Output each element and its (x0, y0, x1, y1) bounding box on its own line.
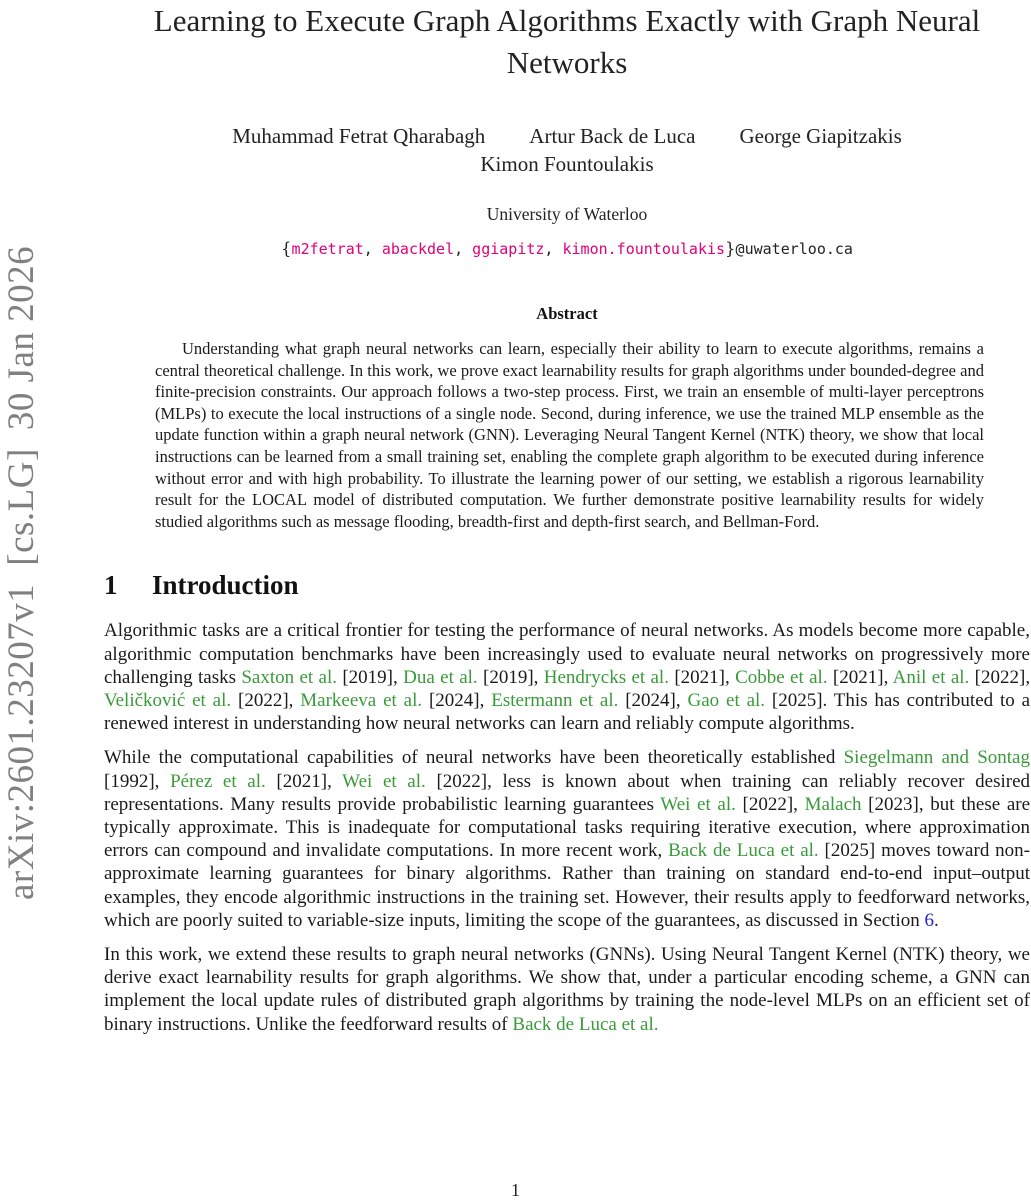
paper-title: Learning to Execute Graph Algorithms Exactly with Graph Neural Networks (153, 3, 981, 80)
abstract-heading: Abstract (536, 304, 598, 323)
author-name: Artur Back de Luca (529, 124, 696, 148)
citation-link[interactable]: Back de Luca et al. (668, 840, 819, 862)
citation-link[interactable]: Saxton et al. (241, 666, 337, 688)
citation-link[interactable]: Cobbe et al. (735, 666, 828, 688)
citation-link[interactable]: Pérez et al. (170, 770, 266, 792)
citation-link[interactable]: Malach (804, 793, 862, 815)
email-separator: , (454, 240, 473, 258)
intro-paragraph-1: Algorithmic tasks are a critical frontier for testing the performance of neural networks. As models become more capable, algorithmic computation benchmarks have been increasingly used to evaluate neural networks on progressively more challenging tasks Saxton et al. [2019], Dua et al. [2019], Hendrycks et al. [2021], Cobbe et al. [2021], Anil et al. [2022], Veličković et al. [2022], Markeeva et al. [2024], Estermann et al. [2024], Gao et al. [2025]. This has contributed to a renewed interest in understanding how neural networks can learn and reliably compute algorithms. (104, 620, 1031, 735)
section-reference-link[interactable]: 6 (924, 909, 934, 931)
email-brace-close: } (725, 239, 736, 258)
email-brace-open: { (281, 239, 292, 258)
author-list (104, 122, 1030, 178)
paper-page (104, 0, 1030, 1036)
section-title: Introduction (152, 570, 299, 601)
arxiv-date: 30 Jan 2026 (1, 245, 42, 431)
email-separator: , (544, 240, 563, 258)
email-link[interactable]: abackdel (381, 240, 455, 258)
email-link[interactable]: kimon.fountoulakis (562, 240, 726, 258)
citation-link[interactable]: Back de Luca et al. (512, 1013, 659, 1035)
section-number: 1 (104, 570, 118, 601)
section-heading (104, 570, 1030, 601)
citation-link[interactable]: Hendrycks et al. (543, 666, 669, 688)
citation-link[interactable]: Veličković et al. (104, 689, 232, 711)
arxiv-stamp (2, 222, 42, 900)
arxiv-category: [cs.LG] (1, 448, 42, 566)
email-link[interactable]: ggiapitz (472, 240, 545, 258)
email-link[interactable]: m2fetrat (291, 240, 364, 258)
citation-link[interactable]: Markeeva et al. (300, 689, 423, 711)
citation-link[interactable]: Estermann et al. (491, 689, 619, 711)
affiliation: University of Waterloo (486, 204, 648, 224)
citation-link[interactable]: Siegelmann and Sontag (843, 747, 1030, 769)
abstract-text: Understanding what graph neural networks can learn, especially their ability to learn to execute algorithms, remains a central theoretical challenge. In this work, we prove exact learnability results for graph algorithms under bounded-degree and finite-precision constraints. Our approach follows a two-step process. First, we train an ensemble of multi-layer perceptrons (MLPs) to execute the local instructions of a single node. Second, during inference, we use the trained MLP ensemble as the update function within a graph neural network (GNN). Leveraging Neural Tangent Kernel (NTK) theory, we show that local instructions can be learned from a small training set, enabling the complete graph algorithm to be executed during inference without error and with high probability. To illustrate the learning power of our setting, we establish a rigorous learnability result for the LOCAL model of distributed computation. We further demonstrate positive learnability results for widely studied algorithms such as message flooding, breadth-first and depth-first search, and Bellman-Ford. (155, 339, 984, 531)
author-name: Muhammad Fetrat Qharabagh (232, 124, 486, 148)
arxiv-id: arXiv:2601.23207v1 (1, 583, 42, 900)
citation-link[interactable]: Gao et al. (687, 689, 766, 711)
arxiv-sidebar (0, 222, 44, 902)
author-name: Kimon Fountoulakis (480, 152, 654, 176)
email-separator: , (363, 240, 382, 258)
citation-link[interactable]: Wei et al. (342, 770, 426, 792)
author-name: George Giapitzakis (739, 124, 902, 148)
page-number: 1 (511, 1180, 520, 1200)
intro-paragraph-2: While the computational capabilities of neural networks have been theoretically established Siegelmann and Sontag [1992], Pérez et al. [2021], Wei et al. [2022], less is known about when training can reliably recover desired representations. Many results provide probabilistic learning guarantees Wei et al. [2022], Malach [2023], but these are typically approximate. This is inadequate for computational tasks requiring iterative execution, where approximation errors can compound and invalidate computations. In more recent work, Back de Luca et al. [2025] moves toward non-approximate learning guarantees for binary algorithms. Rather than training on standard end-to-end input–output examples, they encode algorithmic instructions in the training set. However, their results apply to feedforward networks, which are poorly suited to variable-size inputs, limiting the scope of the guarantees, as discussed in Section 6. (104, 747, 1031, 931)
email-domain: @uwaterloo.ca (735, 240, 853, 258)
citation-link[interactable]: Dua et al. (403, 666, 478, 688)
citation-link[interactable]: Anil et al. (892, 666, 970, 688)
citation-link[interactable]: Wei et al. (660, 793, 736, 815)
email-line (104, 239, 1030, 258)
intro-paragraph-3: In this work, we extend these results to graph neural networks (GNNs). Using Neural Tangent Kernel (NTK) theory, we derive exact learnability results for graph algorithms. We show that, under a particular encoding scheme, a GNN can implement the local update rules of distributed graph algorithms by training the node-level MLPs on an efficient set of binary instructions. Unlike the feedforward results of Back de Luca et al. (104, 943, 1030, 1035)
